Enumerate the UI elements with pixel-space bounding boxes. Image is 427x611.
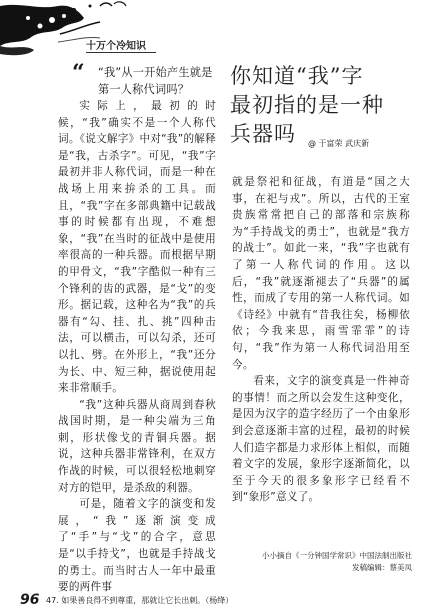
body-paragraph: 实际上，最初的时候，“我”确实不是一个人称代词。《说文解字》中对“我”的解释是“我，古杀字”。可见，“我”字最初并非人称代词，而是一种在战场上用来拚杀的工具。而且，“我”字在多部典籍中记载战事的时候都有出现，不难想象，“我”在当时的征战中是使用率很高的一种兵器。而根据早期的甲骨文，“我”字酷似一种有三个锋利的齿的武器，是“戈”的变形。据记载，这种名为“我”的兵器有“勾、挂、扎、挑”四种击法，可以横击，可以勾杀，还可以扎、劈。在外形上，“我”还分为长、中、短三种，据说使用起来非常顺手。 (58, 100, 216, 395)
title-line: 兵器吗 (230, 122, 296, 146)
body-paragraph: 看来，文字的演变真是一件神奇的事情！而之所以会发生这种变化，是因为汉字的造字经历了一个由象形到会意逐渐丰富的过程，最初的时候人们造字都是力求形体上相似，而随着文字的发展，象形字逐渐简化，以至于今天的很多象形字已经看不到“象形”意义了。 (232, 375, 410, 504)
body-paragraph: “我”这种兵器从商周到春秋战国时期，是一种尖端为三角刺，形状像戈的青铜兵器。据说，这种兵器非常锋利，在双方作战的时候，可以很轻松地刺穿对方的铠甲，是杀敌的利器。 (58, 398, 216, 494)
title-line: 最初指的是一种 (230, 93, 384, 117)
page-number: 96 (20, 592, 40, 608)
body-paragraph: 可是，随着文字的演变和发展，“我”逐渐演变成了“手”与“戈”的合字，意思是“以手持戈”，也就是手持战戈的勇士。而当时古人一年中最重要的两件事 (58, 498, 216, 594)
left-column (58, 98, 216, 596)
title-line: 你知道“我”字 (230, 64, 364, 88)
quote-mark-icon: “ (72, 60, 85, 86)
editor-note: 发稿编辑：蔡美凤 (352, 563, 412, 572)
source-credit (232, 550, 412, 574)
author-byline: @ 于富荣 武庆新 (308, 139, 370, 148)
source-note: 小小摘自《一分钟国学常识》中国法制出版社 (262, 551, 412, 560)
right-column (232, 174, 410, 506)
header-rule (86, 52, 156, 53)
intro-question: “我”从一开始产生就是第一人称代词吗？ (98, 66, 213, 96)
body-paragraph: 就是祭祀和征战，有道是“国之大事，在祀与戎”。所以，古代的王室贵族常常把自己的部落和宗族称为“手持战戈的勇士”，也就是“我方的战士”。如此一来，“我”字也就有了第一人称代词的作用。这以后，“我”就逐渐褪去了“兵器”的属性，而成了专用的第一人称代词。如《诗经》中就有“昔我往矣，杨柳依依；今我来思，雨雪霏霏”的诗句，“我”作为第一人称代词沿用至今。 (232, 176, 410, 371)
section-label: 十万个冷知识 (86, 41, 146, 52)
footer-quote: 47. 如果善良得不到尊重，那就让它长出刺。（杨绛） (46, 596, 234, 605)
article-title (230, 62, 410, 149)
